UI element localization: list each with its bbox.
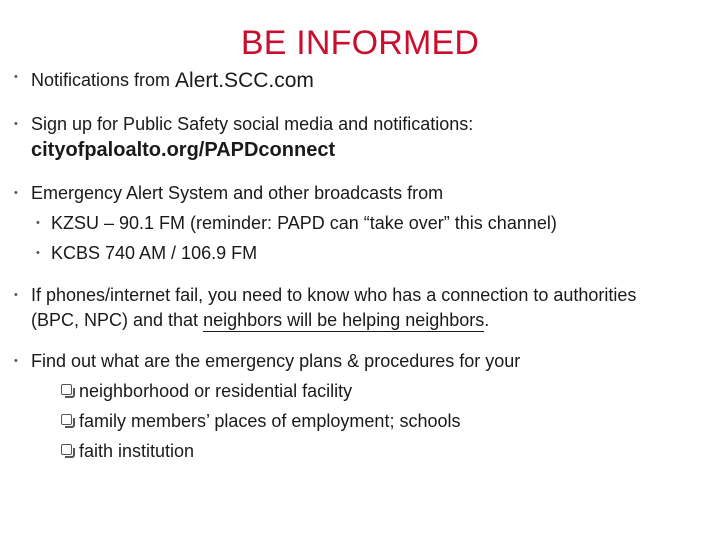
bullet-eas-text: Emergency Alert System and other broadcasts from bbox=[31, 183, 444, 203]
phones-fail-suffix: . bbox=[484, 310, 490, 330]
notifications-text: Notifications from bbox=[31, 70, 176, 90]
checklist-item-family-employment: family members’ places of employment; schools bbox=[79, 411, 461, 431]
papdconnect-link[interactable]: cityofpaloalto.org/PAPDconnect bbox=[31, 139, 336, 161]
checklist-item-faith: faith institution bbox=[79, 441, 195, 461]
page-title: BE INFORMED bbox=[240, 24, 480, 62]
bullet-notifications bbox=[31, 68, 314, 92]
bullet-dot: • bbox=[14, 187, 18, 199]
sub-bullet-dot: • bbox=[36, 217, 40, 229]
sub-bullet-dot: • bbox=[36, 247, 40, 259]
bullet-dot: • bbox=[14, 355, 18, 367]
bullet-dot: • bbox=[14, 118, 18, 130]
bullet-dot: • bbox=[14, 71, 18, 83]
sub-bullet-kcbs: KCBS 740 AM / 106.9 FM bbox=[51, 243, 258, 263]
bullet-phones-fail-line2 bbox=[31, 310, 489, 331]
checkbox-square-icon bbox=[61, 444, 72, 455]
bullet-social-media-text: Sign up for Public Safety social media and notifications: bbox=[31, 114, 474, 134]
checkbox-square-icon bbox=[61, 414, 72, 425]
phones-fail-prefix: (BPC, NPC) and that bbox=[31, 310, 204, 330]
alertscc-link[interactable]: Alert.SCC.com bbox=[175, 69, 314, 92]
bullet-phones-fail-line1: If phones/internet fail, you need to know who has a connection to authorities bbox=[31, 285, 637, 305]
checkbox-square-icon bbox=[61, 384, 72, 395]
bullet-dot: • bbox=[14, 289, 18, 301]
checklist-item-neighborhood: neighborhood or residential facility bbox=[79, 381, 353, 401]
bullet-emergency-plans-text: Find out what are the emergency plans & procedures for your bbox=[31, 351, 521, 371]
neighbors-helping-text: neighbors will be helping neighbors bbox=[203, 310, 485, 330]
sub-bullet-kzsu: KZSU – 90.1 FM (reminder: PAPD can “take over” this channel) bbox=[51, 213, 557, 233]
